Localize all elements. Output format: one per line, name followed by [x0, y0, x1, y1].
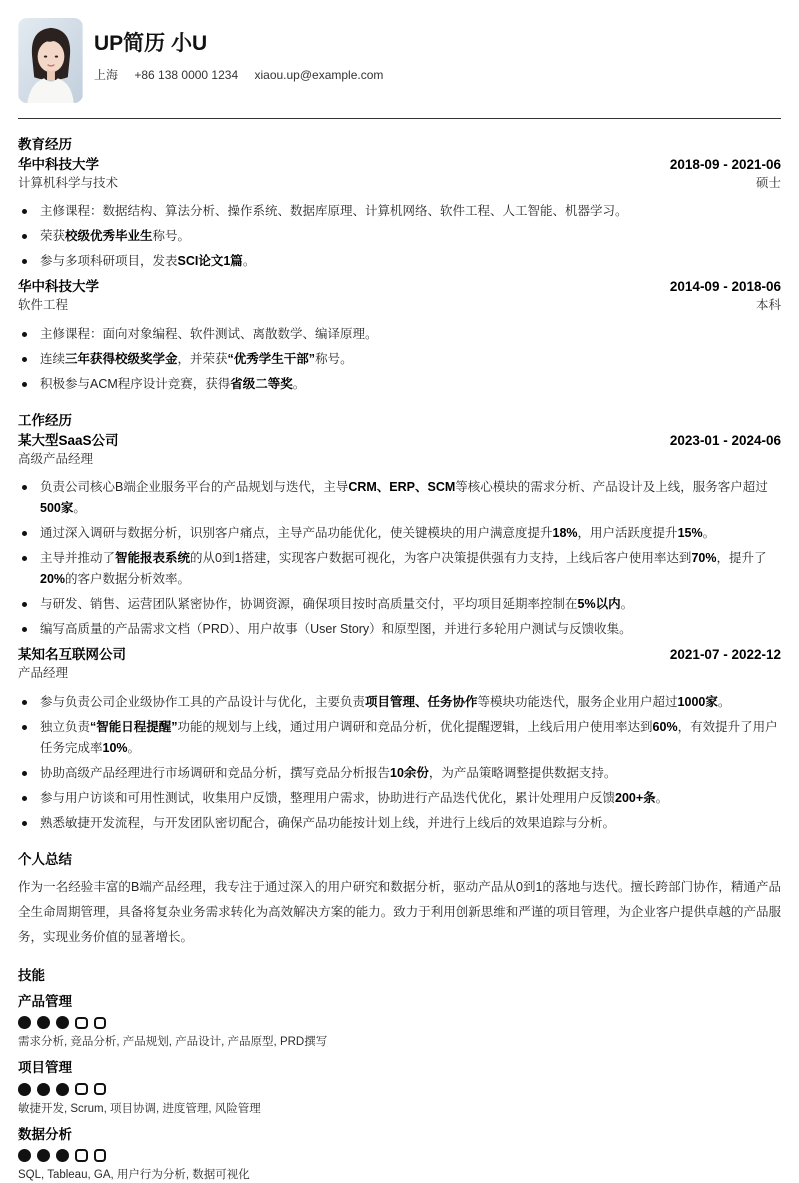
job-title: 产品经理 [18, 666, 69, 681]
bullet-text: 。 [292, 376, 306, 391]
bullet-item [18, 763, 781, 784]
skill-dot-filled-icon [18, 1016, 31, 1029]
bullet-item [18, 717, 781, 759]
bullet-text: 独立负责 [40, 719, 91, 734]
work-entry [18, 432, 781, 641]
bullet-text: 。 [717, 694, 731, 709]
bullet-text: 。 [73, 501, 86, 516]
school-name: 华中科技大学 [18, 279, 99, 295]
header-text [94, 18, 383, 83]
bullet-text: 等模块功能迭代，服务企业用户超过 [477, 694, 678, 709]
bullet-text: 。 [655, 790, 669, 805]
bullet-item [18, 226, 781, 247]
bullet-text: 协助高级产品经理进行市场调研和竞品分析，撰写竞品分析报告 [40, 765, 391, 780]
bullet-item [18, 324, 781, 345]
bullet-text: 。 [127, 740, 141, 755]
bullet-text: 功能的规划与上线，通过用户调研和竞品分析，优化提醒逻辑，上线后用户使用率达到 [177, 719, 653, 734]
skill-dot-empty-icon [75, 1149, 88, 1162]
section-work [18, 405, 781, 834]
bullet-text: 称号。 [315, 351, 353, 366]
bullet-text: 通过深入调研与数据分析，识别客户痛点，主导产品功能优化，使关键模块的用户满意度提升 [40, 526, 553, 541]
education-date: 2018-09 - 2021-06 [669, 156, 781, 172]
skill-dot-empty-icon [94, 1083, 107, 1096]
skill-level-dots [18, 1083, 781, 1096]
bullet-text-bold: 智能报表系统 [115, 551, 191, 566]
bullet-text: 积极参与ACM程序设计竞赛，获得 [40, 376, 231, 391]
bullet-text-bold: 三年获得校级奖学金 [65, 351, 178, 366]
skill-item [18, 1126, 781, 1183]
bullet-text: 称号。 [152, 229, 191, 244]
bullet-text: 连续 [40, 351, 66, 366]
skill-name: 项目管理 [18, 1060, 72, 1076]
bullet-item [18, 813, 781, 834]
bullet-text-bold: CRM、ERP、SCM [348, 480, 456, 495]
bullet-text-bold: 省级二等奖 [230, 376, 293, 391]
bullet-item [18, 523, 781, 544]
bullet-item [18, 619, 781, 640]
skill-item [18, 993, 781, 1050]
bullet-text-bold: 70% [691, 551, 717, 566]
contact-phone: +86 138 0000 1234 [134, 68, 239, 83]
bullet-text: ，为产品策略调整提供数据支持。 [428, 765, 617, 780]
skill-dot-filled-icon [56, 1149, 69, 1162]
bullet-text-bold: “优秀学生干部” [227, 351, 316, 366]
bullet-item [18, 349, 781, 370]
bullet-text-bold: 1000家 [677, 694, 718, 709]
major-name: 软件工程 [18, 298, 69, 313]
bullet-text: ，并荣获 [177, 351, 228, 366]
summary-text: 作为一名经验丰富的B端产品经理，我专注于通过深入的用户研究和数据分析，驱动产品从0到1的落地与迭代。擅长跨部门协作，精通产品全生命周期管理，具备将复杂业务需求转化为高效解决方案的能力。致力于利用创新思维和严谨的项目管理，为企业客户提供卓越的产品服务，实现业务价值的显著增长。 [18, 879, 781, 944]
bullet-text: 的从0到1搭建，实现客户数据可视化，为客户决策提供强有力支持，上线后客户使用率达到 [190, 551, 692, 566]
bullet-text: ，用户活跃度提升 [577, 526, 678, 541]
bullet-text: 参与多项科研项目，发表 [40, 254, 178, 269]
skill-name: 数据分析 [18, 1126, 72, 1142]
education-section-title: 教育经历 [18, 137, 72, 152]
skill-level-dots [18, 1016, 781, 1029]
skill-dot-filled-icon [37, 1083, 50, 1096]
work-section-title: 工作经历 [18, 412, 72, 428]
bullet-text: ，有效提升了用户任务完成率 [40, 719, 778, 755]
bullet-text: 。 [702, 526, 716, 541]
profile-photo-illustration [18, 18, 83, 103]
bullet-item [18, 692, 781, 713]
bullet-text-bold: SCI论文1篇 [177, 254, 243, 269]
degree-name: 硕士 [755, 175, 781, 190]
skill-level-dots [18, 1149, 781, 1162]
bullet-text: 主修课程：面向对象编程、软件测试、离散数学、编译原理。 [40, 326, 378, 341]
contact-line [94, 66, 383, 83]
work-bullet-list [18, 477, 781, 640]
bullet-text-bold: 20% [40, 572, 66, 587]
bullet-text-bold: 200+条 [615, 790, 656, 805]
bullet-text: 编写高质量的产品需求文档（PRD）、用户故事（User Story）和原型图，并进行多轮用户测试与反馈收集。 [40, 622, 632, 637]
skill-item [18, 1059, 781, 1116]
bullet-text: 主导并推动了 [40, 551, 116, 566]
education-bullet-list [18, 201, 781, 272]
bullet-text: 参与负责公司企业级协作工具的产品设计与优化，主要负责 [40, 694, 366, 709]
skill-dot-filled-icon [56, 1083, 69, 1096]
bullet-text: 负责公司核心B端企业服务平台的产品规划与迭代，主导 [40, 480, 349, 495]
bullet-text: ，提升了 [716, 551, 767, 566]
skills-section-title: 技能 [18, 967, 45, 983]
education-date: 2014-09 - 2018-06 [669, 279, 781, 295]
bullet-text: 主修课程：数据结构、算法分析、操作系统、数据库原理、计算机网络、软件工程、人工智能、机器学习。 [40, 204, 628, 219]
degree-name: 本科 [755, 298, 781, 313]
work-date: 2023-01 - 2024-06 [669, 432, 781, 448]
bullet-text-bold: 项目管理、任务协作 [365, 694, 478, 709]
header-divider [18, 118, 781, 119]
bullet-text-bold: 5%以内 [577, 597, 621, 612]
bullet-text-bold: 10余份 [390, 765, 429, 780]
skill-dot-filled-icon [18, 1149, 31, 1162]
skill-dot-empty-icon [75, 1083, 88, 1096]
bullet-text: 的客户数据分析效率。 [65, 572, 191, 587]
skill-dot-empty-icon [94, 1149, 107, 1162]
bullet-item [18, 477, 781, 519]
bullet-text: 熟悉敏捷开发流程，与开发团队密切配合，确保产品功能按计划上线，并进行上线后的效果追踪与分析。 [40, 815, 616, 830]
bullet-text-bold: “智能日程提醒” [90, 719, 178, 734]
major-name: 计算机科学与技术 [18, 175, 119, 190]
summary-section-title: 个人总结 [18, 851, 72, 867]
resume-header [18, 0, 781, 103]
education-bullet-list [18, 324, 781, 395]
bullet-text: 。 [242, 254, 256, 269]
bullet-item [18, 374, 781, 395]
bullet-text-bold: 15% [677, 526, 703, 541]
bullet-item [18, 548, 781, 590]
section-skills [18, 960, 781, 1183]
bullet-text: 荣获 [40, 229, 66, 244]
company-name: 某大型SaaS公司 [18, 432, 119, 448]
bullet-text: 参与用户访谈和可用性测试，收集用户反馈，整理用户需求，协助进行产品迭代优化，累计处理用户反馈 [40, 790, 616, 805]
skill-keywords: 需求分析, 竞品分析, 产品规划, 产品设计, 产品原型, PRD撰写 [18, 1036, 328, 1049]
bullet-item [18, 788, 781, 809]
skill-dot-filled-icon [18, 1083, 31, 1096]
education-entry [18, 278, 781, 395]
school-name: 华中科技大学 [18, 156, 99, 172]
section-summary [18, 844, 781, 950]
skill-dot-filled-icon [56, 1016, 69, 1029]
bullet-text-bold: 60% [652, 719, 678, 734]
bullet-text-bold: 10% [102, 740, 128, 755]
person-name: UP简历 小U [94, 32, 208, 55]
section-education [18, 129, 781, 395]
work-date: 2021-07 - 2022-12 [669, 647, 781, 663]
company-name: 某知名互联网公司 [18, 647, 126, 663]
work-bullet-list [18, 692, 781, 834]
contact-location: 上海 [94, 68, 119, 83]
bullet-item [18, 594, 781, 615]
bullet-text-bold: 500家 [40, 501, 74, 516]
skill-keywords: SQL, Tableau, GA, 用户行为分析, 数据可视化 [18, 1168, 250, 1181]
skill-keywords: 敏捷开发, Scrum, 项目协调, 进度管理, 风险管理 [18, 1102, 261, 1115]
skill-dot-empty-icon [94, 1017, 107, 1030]
skill-dot-filled-icon [37, 1149, 50, 1162]
bullet-text-bold: 校级优秀毕业生 [65, 229, 153, 244]
skill-name: 产品管理 [18, 994, 72, 1010]
bullet-item [18, 251, 781, 272]
education-entry [18, 156, 781, 273]
skill-dot-filled-icon [37, 1016, 50, 1029]
bullet-item [18, 201, 781, 222]
bullet-text-bold: 18% [552, 526, 578, 541]
skill-dot-empty-icon [75, 1017, 88, 1030]
contact-email: xiaou.up@example.com [254, 68, 384, 83]
bullet-text: 。 [620, 597, 634, 612]
job-title: 高级产品经理 [18, 451, 94, 466]
bullet-text: 等核心模块的需求分析、产品设计及上线，服务客户超过 [455, 480, 768, 495]
profile-photo [18, 18, 83, 103]
work-entry [18, 646, 781, 834]
bullet-text: 与研发、销售、运营团队紧密协作，协调资源，确保项目按时高质量交付，平均项目延期率控制在 [40, 597, 578, 612]
